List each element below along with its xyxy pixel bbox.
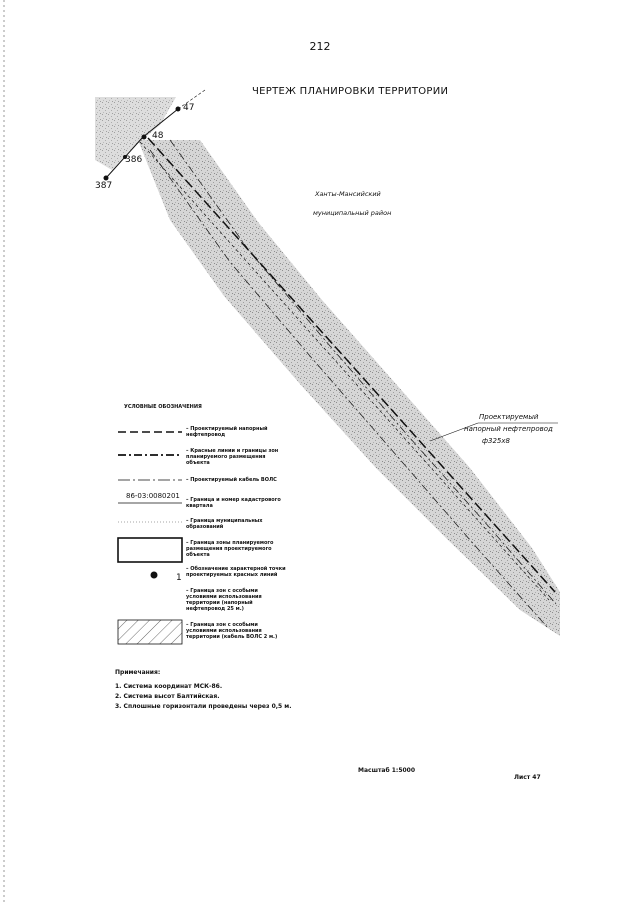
- point-48-marker: [142, 135, 147, 140]
- region-label-2: муниципальный район: [313, 209, 392, 217]
- pipeline-label-2: напорный нефтепровод: [464, 425, 553, 433]
- legend-symbol-hatch: [118, 620, 182, 644]
- page-number: 212: [309, 40, 331, 53]
- scale-label: Масштаб 1:5000: [358, 767, 416, 774]
- legend-item-zone-cable: – Граница зон с особыми условиями использования территории (кабель ВОЛС 2 м.): [186, 622, 278, 640]
- legend-item-cable: – Проектируемый кабель ВОЛС: [186, 477, 277, 483]
- point-387-marker: [104, 176, 109, 181]
- note-1: 1. Система координат МСК-86.: [115, 683, 223, 690]
- pipeline-label-1: Проектируемый: [479, 413, 539, 421]
- point-label-48: 48: [152, 131, 164, 141]
- legend-item-point: – Обозначение характерной точки проектируемых красных линий: [186, 566, 286, 578]
- point-label-47: 47: [183, 103, 195, 113]
- point-label-386: 386: [125, 155, 143, 165]
- pipeline-label-3: ф325х8: [482, 437, 510, 445]
- point-47-marker: [176, 107, 181, 112]
- legend-item-pipeline: – Проектируемый напорный нефтепровод: [186, 426, 268, 438]
- legend-item-red-lines: – Красные линии и границы зон планируемого размещения объекта: [186, 448, 279, 466]
- legend-item-zone: – Граница зоны планируемого размещения проектируемого объекта: [186, 540, 274, 558]
- sheet-label: Лист 47: [514, 774, 541, 781]
- legend-point-number: 1: [176, 573, 182, 583]
- legend-symbol-point: [151, 572, 158, 579]
- drawing-title: ЧЕРТЕЖ ПЛАНИРОВКИ ТЕРРИТОРИИ: [252, 86, 449, 97]
- cadastral-number: 86-03:0080201: [126, 492, 180, 500]
- legend-symbol-zone: [118, 538, 182, 562]
- legend-item-zone-pipeline: – Граница зон с особыми условиями использования территории (напорный нефтепровод 25 м.): [186, 588, 262, 612]
- region-label-1: Ханты-Мансийский: [315, 190, 381, 198]
- point-label-387: 387: [95, 181, 113, 191]
- legend-item-municipal: – Граница муниципальных образований: [186, 518, 263, 530]
- notes-title: Примечания:: [115, 669, 161, 676]
- note-3: 3. Сплошные горизонтали проведены через 0,5 м.: [115, 703, 292, 710]
- legend-item-cadastral: – Граница и номер кадастрового квартала: [186, 497, 281, 509]
- note-2: 2. Система высот Балтийская.: [115, 693, 220, 700]
- legend-title: УСЛОВНЫЕ ОБОЗНАЧЕНИЯ: [124, 404, 202, 410]
